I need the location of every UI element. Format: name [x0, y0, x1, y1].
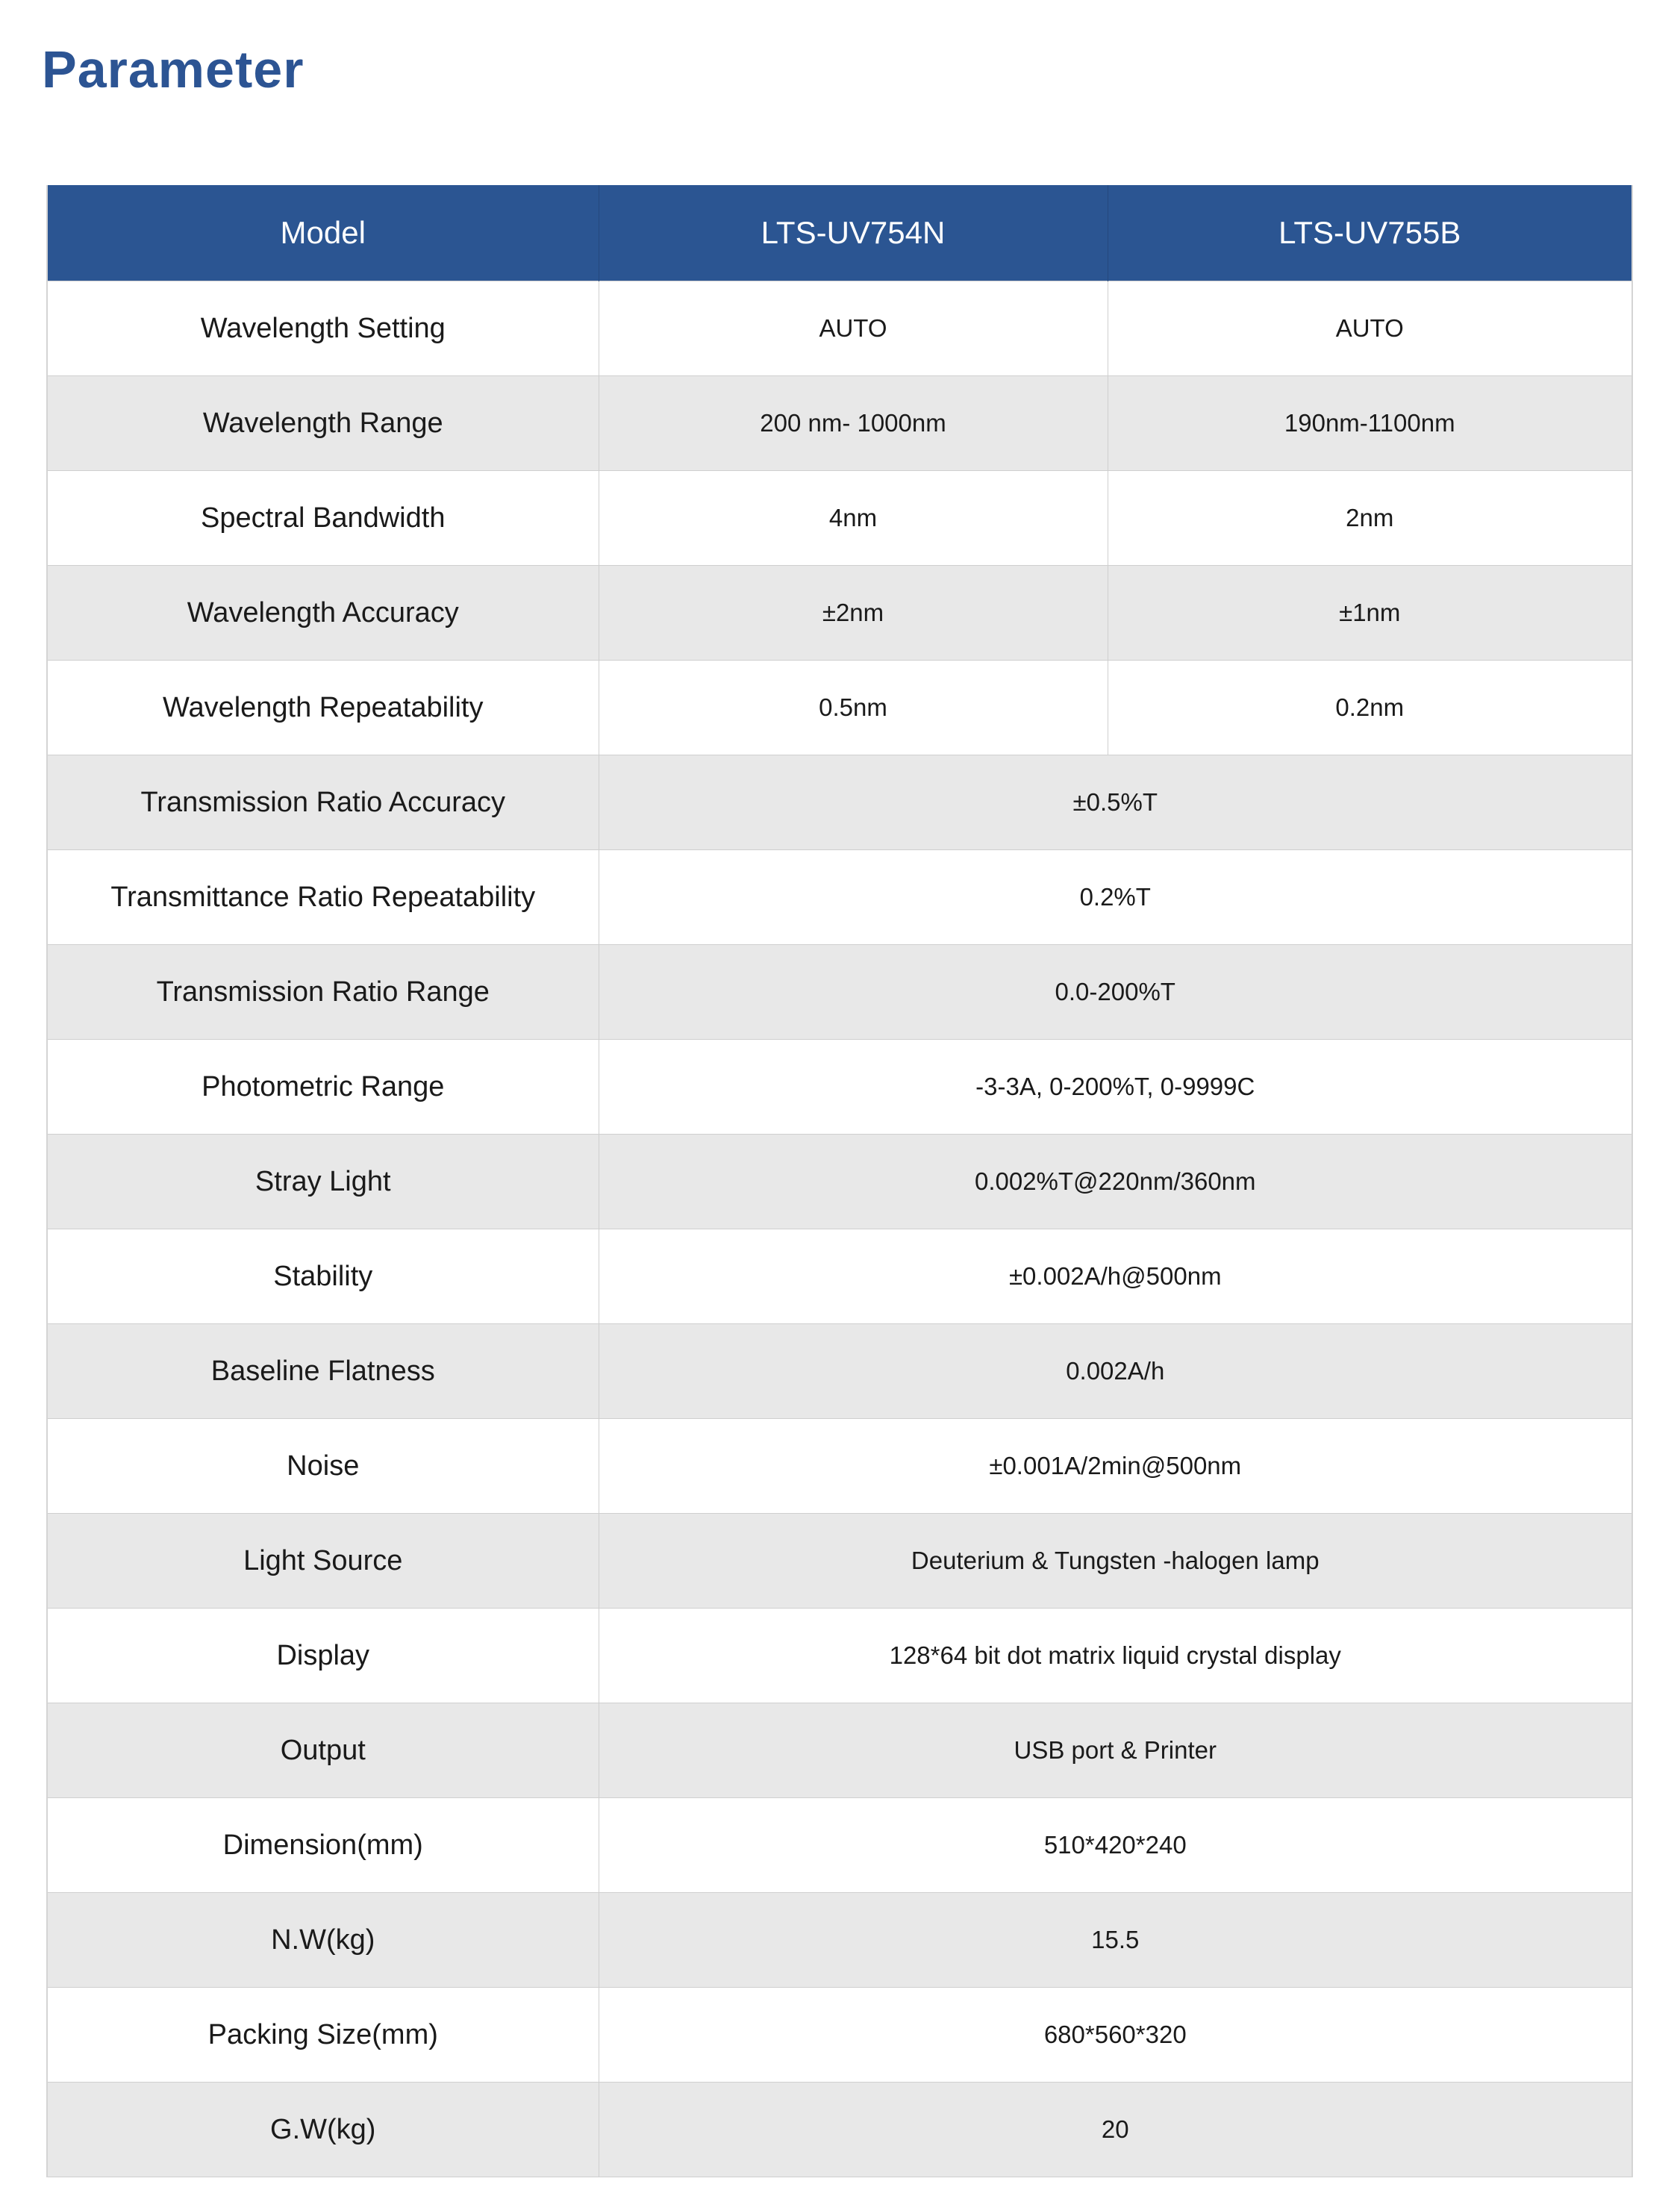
cell-value-shared: 0.002A/h: [599, 1324, 1632, 1419]
cell-value-uv755b: 0.2nm: [1108, 661, 1632, 755]
table-row: [47, 281, 1632, 376]
row-label: Wavelength Range: [47, 376, 599, 471]
cell-value-shared: 0.2%T: [599, 850, 1632, 945]
cell-value-shared: 15.5: [599, 1893, 1632, 1988]
table-row: [47, 1798, 1632, 1893]
row-label: Dimension(mm): [47, 1798, 599, 1893]
table-row: [47, 566, 1632, 661]
table-row: [47, 1324, 1632, 1419]
row-label: G.W(kg): [47, 2083, 599, 2177]
row-label: Packing Size(mm): [47, 1988, 599, 2083]
table-row: [47, 850, 1632, 945]
table-row: [47, 1229, 1632, 1324]
cell-value-uv755b: ±1nm: [1108, 566, 1632, 661]
cell-value-uv754n: AUTO: [599, 281, 1108, 376]
cell-value-uv755b: AUTO: [1108, 281, 1632, 376]
row-label: Light Source: [47, 1514, 599, 1609]
table-row: [47, 471, 1632, 566]
row-label: Wavelength Repeatability: [47, 661, 599, 755]
table-row: [47, 1135, 1632, 1229]
row-label: Spectral Bandwidth: [47, 471, 599, 566]
table-row: [47, 1893, 1632, 1988]
row-label: Photometric Range: [47, 1040, 599, 1135]
cell-value-uv754n: ±2nm: [599, 566, 1108, 661]
table-row: [47, 1703, 1632, 1798]
table-row: [47, 1988, 1632, 2083]
cell-value-shared: 0.002%T@220nm/360nm: [599, 1135, 1632, 1229]
cell-value-shared: ±0.002A/h@500nm: [599, 1229, 1632, 1324]
table-row: [47, 1040, 1632, 1135]
table-row: [47, 755, 1632, 850]
page-title: Parameter: [42, 40, 305, 99]
cell-value-shared: USB port & Printer: [599, 1703, 1632, 1798]
header-model-uv755b: LTS-UV755B: [1108, 185, 1632, 281]
row-label: Wavelength Setting: [47, 281, 599, 376]
cell-value-shared: 128*64 bit dot matrix liquid crystal display: [599, 1609, 1632, 1703]
cell-value-uv754n: 4nm: [599, 471, 1108, 566]
row-label: N.W(kg): [47, 1893, 599, 1988]
table-row: [47, 2083, 1632, 2177]
row-label: Transmittance Ratio Repeatability: [47, 850, 599, 945]
cell-value-shared: 680*560*320: [599, 1988, 1632, 2083]
row-label: Output: [47, 1703, 599, 1798]
table-row: [47, 945, 1632, 1040]
cell-value-shared: -3-3A, 0-200%T, 0-9999C: [599, 1040, 1632, 1135]
cell-value-shared: ±0.5%T: [599, 755, 1632, 850]
row-label: Noise: [47, 1419, 599, 1514]
cell-value-shared: 510*420*240: [599, 1798, 1632, 1893]
row-label: Wavelength Accuracy: [47, 566, 599, 661]
header-model-uv754n: LTS-UV754N: [599, 185, 1108, 281]
table-row: [47, 1514, 1632, 1609]
cell-value-shared: Deuterium & Tungsten -halogen lamp: [599, 1514, 1632, 1609]
cell-value-uv754n: 200 nm- 1000nm: [599, 376, 1108, 471]
table-row: [47, 661, 1632, 755]
row-label: Transmission Ratio Range: [47, 945, 599, 1040]
table-row: [47, 376, 1632, 471]
row-label: Display: [47, 1609, 599, 1703]
row-label: Stray Light: [47, 1135, 599, 1229]
parameter-table: [46, 185, 1633, 2177]
row-label: Transmission Ratio Accuracy: [47, 755, 599, 850]
cell-value-shared: ±0.001A/2min@500nm: [599, 1419, 1632, 1514]
table-row: [47, 1609, 1632, 1703]
row-label: Stability: [47, 1229, 599, 1324]
cell-value-uv755b: 190nm-1100nm: [1108, 376, 1632, 471]
row-label: Baseline Flatness: [47, 1324, 599, 1419]
table-header-row: [47, 185, 1632, 281]
cell-value-shared: 0.0-200%T: [599, 945, 1632, 1040]
table-row: [47, 1419, 1632, 1514]
cell-value-shared: 20: [599, 2083, 1632, 2177]
cell-value-uv755b: 2nm: [1108, 471, 1632, 566]
header-model: Model: [47, 185, 599, 281]
cell-value-uv754n: 0.5nm: [599, 661, 1108, 755]
